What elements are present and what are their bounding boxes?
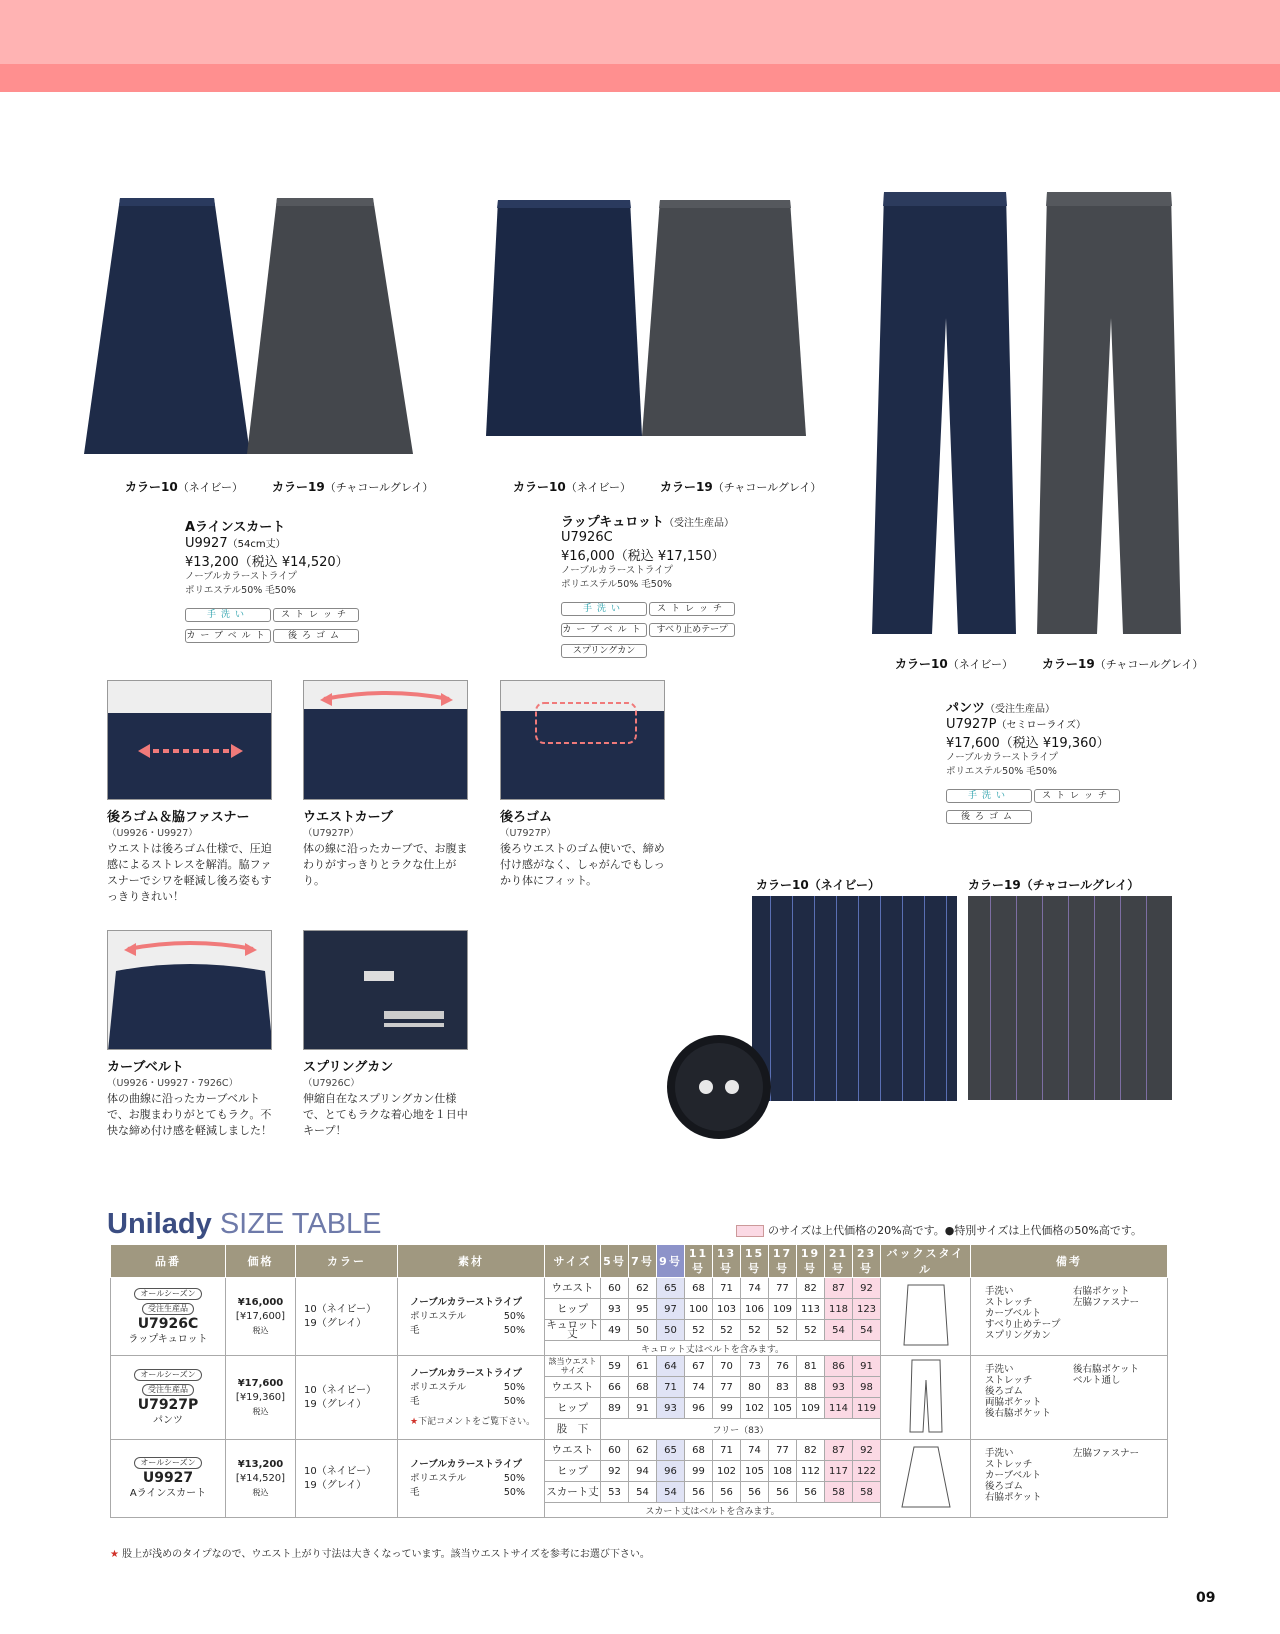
size-value: 74: [741, 1278, 769, 1299]
measure-label: ウエスト: [545, 1440, 601, 1461]
measure-label: 該当ウエストサイズ: [545, 1356, 601, 1377]
size-note: フリー（83）: [601, 1419, 881, 1440]
aline-fabric: ノーブルカラーストライプ: [185, 571, 297, 582]
pants-info: [946, 697, 1136, 825]
tag-stretch: ストレッチ: [649, 602, 735, 616]
size-value: 108: [769, 1461, 797, 1482]
size-footnote: ★ 股上が浅めのタイプなので、ウエスト上がり寸法は大きくなっています。該当ウエストサイズを参考にお選び下さい。: [110, 1549, 650, 1560]
size-value: 92: [853, 1278, 881, 1299]
pants-price: ¥17,600（税込 ¥19,360）: [946, 736, 1110, 751]
remarks-cell: 手洗い ストレッチ 後ろゴム 両脇ポケット 後右脇ポケット 後右脇ポケット ベルト通し: [971, 1356, 1168, 1440]
size-value: 60: [601, 1278, 629, 1299]
size-value: 50: [657, 1320, 685, 1341]
pants-color-19-label: カラー19（チャコールグレイ）: [1042, 657, 1204, 671]
size-value: 106: [741, 1299, 769, 1320]
size-value: 113: [797, 1299, 825, 1320]
size-value: 70: [713, 1356, 741, 1377]
back-style-cell: [881, 1440, 971, 1518]
size-value: 122: [853, 1461, 881, 1482]
culotte-charcoal-image: [640, 196, 810, 441]
size-value: 81: [797, 1356, 825, 1377]
product-code-cell: オールシーズン 受注生産品 U7926C ラップキュロット: [111, 1278, 226, 1356]
size-value: 117: [825, 1461, 853, 1482]
size-value: 68: [685, 1440, 713, 1461]
tag-back-elastic: 後ろゴム: [273, 629, 359, 643]
feature-text: 後ろウエストのゴム使いで、締め付け感がなく、しゃがんでもしっかり体にフィット。: [500, 842, 665, 887]
size-value: 54: [657, 1482, 685, 1503]
size-value: 99: [713, 1398, 741, 1419]
feature-title: スプリングカン: [303, 1060, 394, 1075]
measure-label: ヒップ: [545, 1398, 601, 1419]
size-value: 76: [769, 1356, 797, 1377]
size-value: 54: [853, 1320, 881, 1341]
feature-text: 体の曲線に沿ったカーブベルトで、お腹まわりがとてもラク。不快な締め付け感を軽減しました！: [107, 1092, 272, 1137]
size-value: 56: [685, 1482, 713, 1503]
culotte-color-19-label: カラー19（チャコールグレイ）: [660, 480, 822, 494]
pants-color-10-label: カラー10（ネイビー）: [895, 657, 1014, 671]
size-value: 60: [601, 1440, 629, 1461]
pants-navy-image: [870, 188, 1020, 638]
back-style-cell: [881, 1278, 971, 1356]
feature-title: ウエストカーブ: [303, 810, 393, 825]
color-cell: 10（ネイビー） 19（グレイ）: [296, 1278, 398, 1356]
size-value: 67: [685, 1356, 713, 1377]
size-value: 56: [769, 1482, 797, 1503]
size-note: スカート丈はベルトを含みます。: [545, 1503, 881, 1518]
feature-text: 体の線に沿ったカーブで、お腹まわりがすっきりとラクな仕上がり。: [303, 842, 468, 887]
measure-label: ヒップ: [545, 1299, 601, 1320]
feature-title: 後ろゴム＆脇ファスナー: [107, 810, 250, 825]
size-value: 95: [629, 1299, 657, 1320]
size-value: 96: [657, 1461, 685, 1482]
price-cell: ¥13,200 [¥14,520] 税込: [226, 1440, 296, 1518]
tag-curve-belt: カーブベルト: [562, 625, 646, 635]
size-value: 71: [713, 1440, 741, 1461]
size-value: 68: [685, 1278, 713, 1299]
remarks-cell: 手洗い ストレッチ カーブベルト すべり止めテープ スプリングカン 右脇ポケット 左脇ファスナー: [971, 1278, 1168, 1356]
culotte-material: ポリエステル50% 毛50%: [561, 579, 672, 590]
aline-price: ¥13,200（税込 ¥14,520）: [185, 555, 349, 570]
size-value: 93: [657, 1398, 685, 1419]
size-value: 53: [601, 1482, 629, 1503]
tag-nonslip-tape: すべり止めテープ: [649, 623, 735, 637]
feature-photo: [303, 930, 468, 1050]
size-value: 56: [741, 1482, 769, 1503]
size-value: 80: [741, 1377, 769, 1398]
feature-photo: [500, 680, 665, 800]
aline-info: [185, 516, 375, 644]
size-table: [110, 1244, 1168, 1518]
size-row: [111, 1278, 1168, 1299]
product-code-cell: オールシーズン 受注生産品 U7927P パンツ: [111, 1356, 226, 1440]
tag-back-elastic: 後ろゴム: [946, 810, 1032, 824]
culotte-info: [561, 511, 751, 659]
size-value: 112: [797, 1461, 825, 1482]
size-value: 102: [713, 1461, 741, 1482]
feature-curve-belt: [107, 930, 277, 1139]
size-value: 87: [825, 1440, 853, 1461]
aline-skirt-navy-image: [82, 192, 252, 457]
size-value: 65: [657, 1440, 685, 1461]
material-cell: ノーブルカラーストライプ ポリエステル 50% 毛 50%: [398, 1440, 545, 1518]
size-value: 77: [713, 1377, 741, 1398]
size-value: 73: [741, 1356, 769, 1377]
pants-tags: [946, 783, 1136, 825]
aline-material: ポリエステル50% 毛50%: [185, 585, 296, 596]
size-row: [111, 1356, 1168, 1377]
measure-label: ウエスト: [545, 1278, 601, 1299]
size-value: 105: [741, 1461, 769, 1482]
size-value: 99: [685, 1461, 713, 1482]
tag-curve-belt: カーブベルト: [186, 631, 270, 641]
size-value: 66: [601, 1377, 629, 1398]
measure-label: 股 下: [545, 1419, 601, 1440]
size-value: 92: [853, 1440, 881, 1461]
tag-stretch: ストレッチ: [273, 608, 359, 622]
size-value: 105: [769, 1398, 797, 1419]
size-value: 52: [713, 1320, 741, 1341]
pants-name: パンツ（受注生産品）: [946, 701, 1056, 716]
measure-label: ヒップ: [545, 1461, 601, 1482]
back-style-cell: [881, 1356, 971, 1440]
aline-code: U9927（54cm丈）: [185, 536, 286, 551]
pants-code: U7927P（セミローライズ）: [946, 717, 1087, 732]
size-table-title: Unilady SIZE TABLE: [107, 1208, 382, 1240]
feature-photo: [107, 680, 272, 800]
size-value: 96: [685, 1398, 713, 1419]
page-number: 09: [1196, 1590, 1216, 1606]
size-table-header: 品番 価格 カラー 素材 サイズ 5号 7号 9号 11号 13号 15号 17号 19号 21号 23号 バックスタイル 備考: [111, 1245, 1168, 1278]
culotte-tags: [561, 596, 751, 659]
feature-waist-curve: [303, 680, 473, 889]
measure-label: キュロット丈: [546, 1319, 599, 1340]
size-value: 100: [685, 1299, 713, 1320]
price-cell: ¥17,600 [¥19,360] 税込: [226, 1356, 296, 1440]
aline-color-19-label: カラー19（チャコールグレイ）: [272, 480, 434, 494]
size-value: 82: [797, 1278, 825, 1299]
pink-swatch-legend: [736, 1225, 764, 1237]
size-legend: のサイズは上代価格の20%高です。●特別サイズは上代価格の50%高です。: [736, 1222, 1142, 1238]
pants-material: ポリエステル50% 毛50%: [946, 766, 1057, 777]
size-value: 74: [741, 1440, 769, 1461]
size-value: 98: [853, 1377, 881, 1398]
size-value: 97: [657, 1299, 685, 1320]
aline-skirt-charcoal-image: [245, 192, 415, 457]
size-value: 83: [769, 1377, 797, 1398]
feature-code: （U9926・U9927）: [107, 828, 198, 839]
swatch-charcoal: [968, 896, 1172, 1100]
size-value: 102: [741, 1398, 769, 1419]
size-value: 82: [797, 1440, 825, 1461]
remarks-cell: 手洗い ストレッチ カーブベルト 後ろゴム 右脇ポケット 左脇ファスナー: [971, 1440, 1168, 1518]
swatch-charcoal-label: カラー19（チャコールグレイ）: [968, 878, 1140, 892]
size-row: [111, 1440, 1168, 1461]
size-value: 87: [825, 1278, 853, 1299]
size-value: 52: [769, 1320, 797, 1341]
size-value: 71: [657, 1377, 685, 1398]
tag-handwash: 手洗い: [185, 608, 271, 622]
swatch-navy: [752, 896, 957, 1101]
aline-name: Aラインスカート: [185, 520, 286, 535]
aline-tags: [185, 602, 375, 644]
swatch-navy-label: カラー10（ネイビー）: [756, 878, 880, 892]
size-value: 52: [685, 1320, 713, 1341]
feature-code: （U9926・U9927・7926C）: [107, 1078, 239, 1089]
size-value: 52: [741, 1320, 769, 1341]
size-value: 89: [601, 1398, 629, 1419]
feature-text: 伸縮自在なスプリングカン仕様で、とてもラクな着心地を１日中キープ！: [303, 1092, 468, 1137]
culotte-fabric: ノーブルカラーストライプ: [561, 565, 673, 576]
size-value: 123: [853, 1299, 881, 1320]
size-value: 65: [657, 1278, 685, 1299]
feature-photo: [107, 930, 272, 1050]
size-value: 91: [629, 1398, 657, 1419]
price-cell: ¥16,000 [¥17,600] 税込: [226, 1278, 296, 1356]
size-value: 59: [601, 1356, 629, 1377]
size-value: 88: [797, 1377, 825, 1398]
aline-color-10-label: カラー10（ネイビー）: [125, 480, 244, 494]
product-code-cell: オールシーズン U9927 Aラインスカート: [111, 1440, 226, 1518]
material-cell: ノーブルカラーストライプ ポリエステル 50% 毛 50% ★下記コメントをご覧下さい。: [398, 1356, 545, 1440]
size-value: 118: [825, 1299, 853, 1320]
size-value: 62: [629, 1440, 657, 1461]
size-value: 103: [713, 1299, 741, 1320]
measure-label: ウエスト: [545, 1377, 601, 1398]
size-value: 68: [629, 1377, 657, 1398]
culotte-name: ラップキュロット（受注生産品）: [561, 515, 734, 530]
culotte-code: U7926C: [561, 530, 613, 545]
feature-back-elastic-zipper: [107, 680, 277, 905]
feature-back-elastic: [500, 680, 670, 889]
feature-photo: [303, 680, 468, 800]
feature-title: カーブベルト: [107, 1060, 184, 1075]
size-value: 94: [629, 1461, 657, 1482]
size-value: 62: [629, 1278, 657, 1299]
size-value: 114: [825, 1398, 853, 1419]
size-value: 77: [769, 1440, 797, 1461]
size-value: 77: [769, 1278, 797, 1299]
tag-handwash: 手洗い: [561, 602, 647, 616]
size-value: 54: [825, 1320, 853, 1341]
size-value: 71: [713, 1278, 741, 1299]
size-value: 64: [657, 1356, 685, 1377]
feature-code: （U7926C）: [303, 1078, 360, 1089]
size-value: 58: [825, 1482, 853, 1503]
pants-fabric: ノーブルカラーストライプ: [946, 752, 1058, 763]
pants-charcoal-image: [1035, 188, 1185, 638]
feature-text: ウエストは後ろゴム仕様で、圧迫感によるストレスを解消。脇ファスナーでシワを軽減し後ろ姿もすっきりきれい！: [107, 842, 272, 903]
size-value: 56: [713, 1482, 741, 1503]
tag-stretch: ストレッチ: [1034, 789, 1120, 803]
color-cell: 10（ネイビー） 19（グレイ）: [296, 1440, 398, 1518]
tag-spring-hook: スプリングカン: [561, 644, 647, 658]
size-value: 109: [769, 1299, 797, 1320]
culotte-price: ¥16,000（税込 ¥17,150）: [561, 549, 725, 564]
feature-spring-hook: [303, 930, 473, 1139]
size-value: 58: [853, 1482, 881, 1503]
header-band: [0, 0, 1280, 64]
size-value: 119: [853, 1398, 881, 1419]
color-cell: 10（ネイビー） 19（グレイ）: [296, 1356, 398, 1440]
size-value: 93: [825, 1377, 853, 1398]
size-value: 61: [629, 1356, 657, 1377]
size-value: 49: [601, 1320, 629, 1341]
size-value: 54: [629, 1482, 657, 1503]
size-value: 86: [825, 1356, 853, 1377]
size-value: 74: [685, 1377, 713, 1398]
feature-title: 後ろゴム: [500, 810, 553, 825]
size-value: 109: [797, 1398, 825, 1419]
header-band-dark: [0, 64, 1280, 92]
size-value: 50: [629, 1320, 657, 1341]
tag-handwash: 手洗い: [946, 789, 1032, 803]
measure-label: スカート丈: [545, 1482, 601, 1503]
culotte-navy-image: [484, 196, 644, 441]
size-note: キュロット丈はベルトを含みます。: [545, 1341, 881, 1356]
culotte-color-10-label: カラー10（ネイビー）: [513, 480, 632, 494]
button-image: [664, 1032, 774, 1146]
feature-code: （U7927P）: [303, 828, 359, 839]
size-value: 52: [797, 1320, 825, 1341]
feature-code: （U7927P）: [500, 828, 556, 839]
size-value: 91: [853, 1356, 881, 1377]
size-value: 92: [601, 1461, 629, 1482]
material-cell: ノーブルカラーストライプ ポリエステル 50% 毛 50%: [398, 1278, 545, 1356]
size-value: 56: [797, 1482, 825, 1503]
size-value: 93: [601, 1299, 629, 1320]
